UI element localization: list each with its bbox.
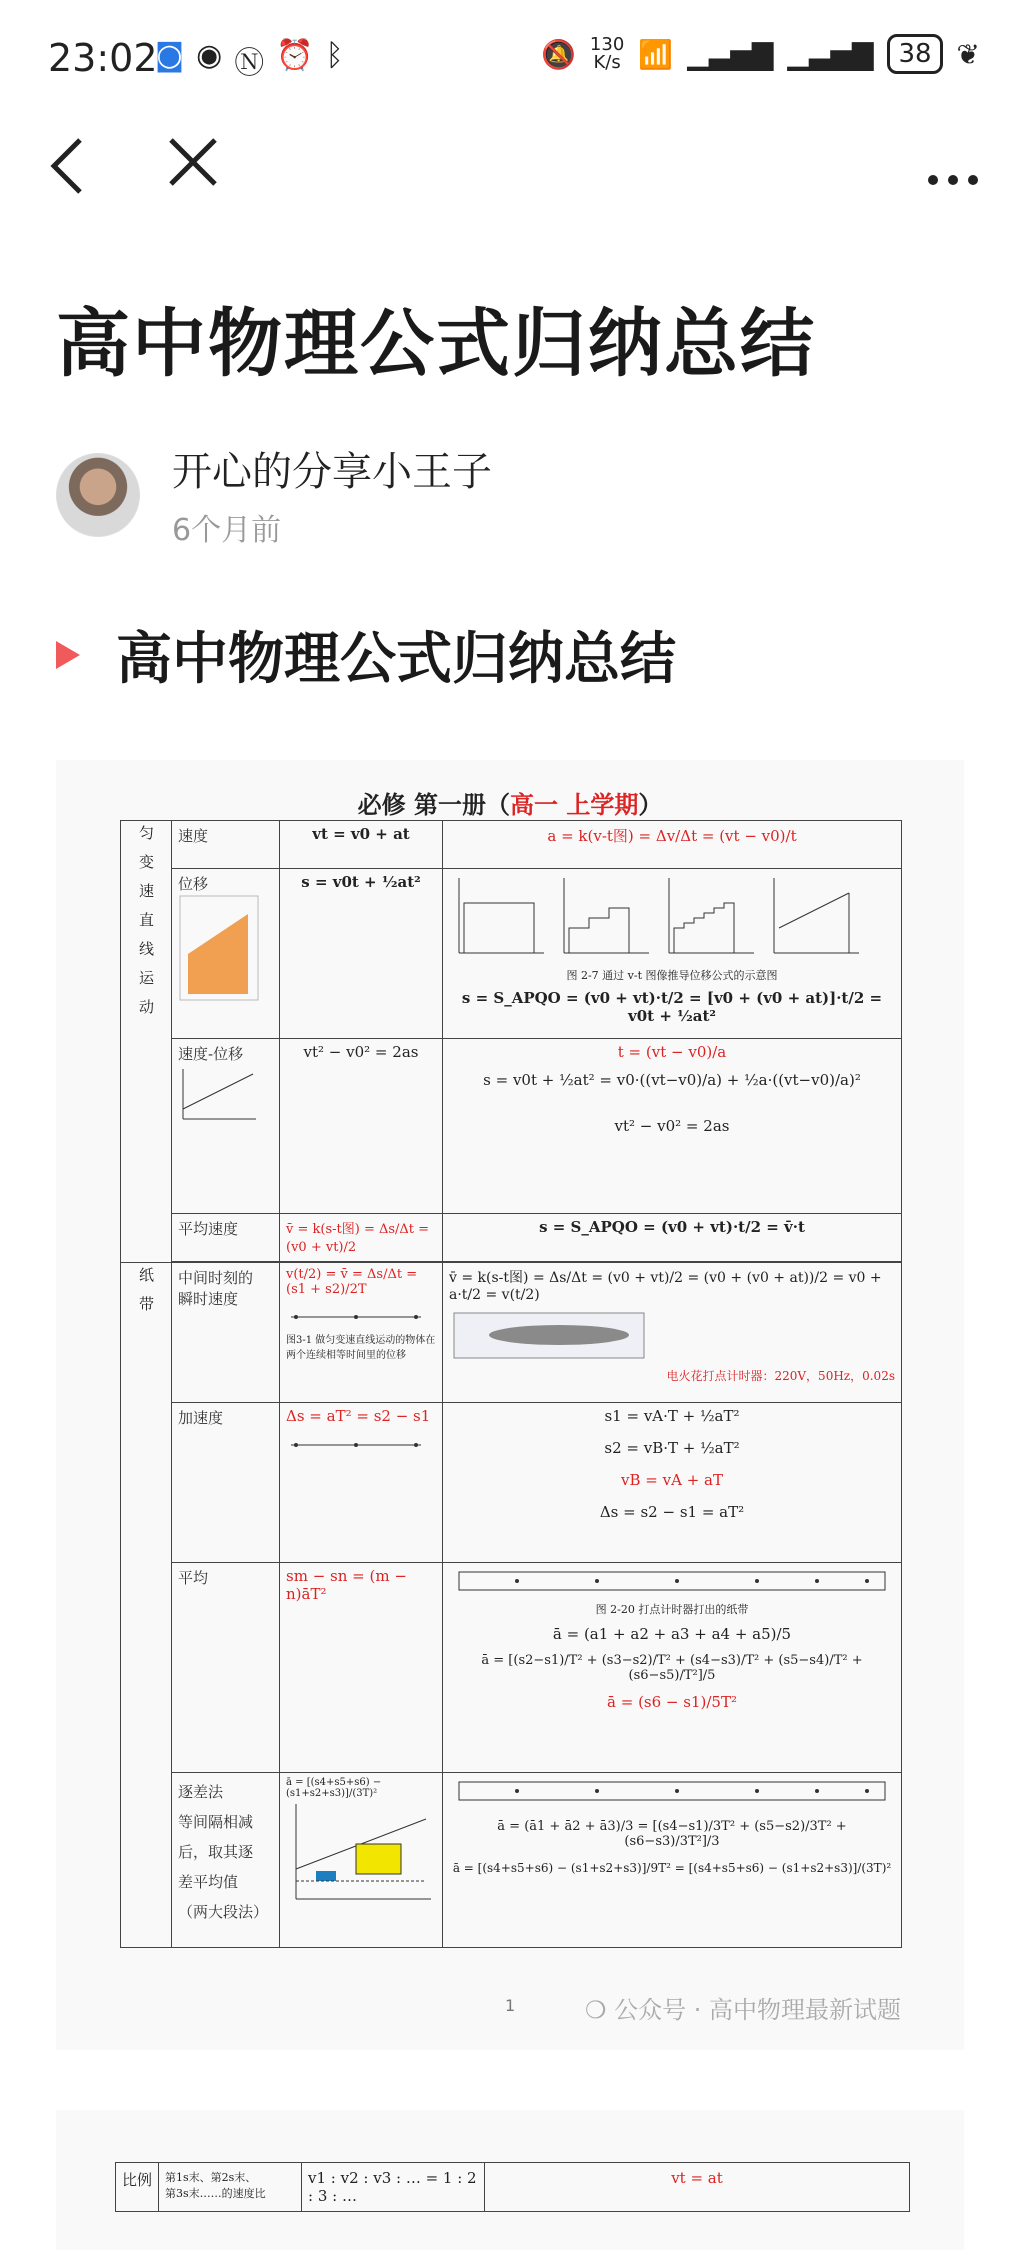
sheet-heading-prefix: 必修 第一册（ [357, 791, 510, 819]
section-heading-text: 高中物理公式归纳总结 [116, 627, 676, 692]
t-formula: t = (vt − v0)/a [617, 1043, 727, 1061]
wechat-icon: ❍ [585, 1996, 607, 2024]
sheet-heading [0, 785, 1020, 820]
avg-area-cell [443, 1214, 902, 1262]
back-button[interactable] [44, 134, 88, 208]
sheet-heading-term: 高一 上学期 [510, 791, 639, 819]
diff-formula-1: ā = (ā1 + ā2 + ā3)/3 = [(s4−s1)/3T² + (s5−s2)/3T² + (s6−s3)/3T²]/3 [497, 1819, 847, 1849]
diff-method-1: 逐差法 [178, 1783, 224, 1801]
timer-caption: 电火花打点计时器：220V，50Hz，0.02s [666, 1369, 895, 1383]
close-button[interactable] [165, 134, 221, 200]
avg-area-formula: s = S_APQO = (v0 + vt)·t/2 = v̄·t [539, 1218, 805, 1236]
area-graph-diagram [178, 894, 260, 1004]
speed-disp-formula-cell [280, 1039, 443, 1214]
network-speed [590, 36, 624, 72]
diff-derivation-cell [443, 1773, 902, 1948]
average-derivation-cell [443, 1563, 902, 1773]
diff-method-4: 差平均值 [178, 1873, 239, 1891]
alarm-icon: ⏰ [276, 38, 314, 73]
article-title: 高中物理公式归纳总结 [56, 301, 816, 387]
s-derivation: s = v0t + ½at² = v0·((vt−v0)/a) + ½a·((vt−v0)/a)² [483, 1071, 861, 1089]
tape-segment-diagram [286, 1297, 426, 1327]
watermark-text: 公众号 · 高中物理最新试题 [614, 1996, 902, 2024]
speed-disp-diagram [178, 1064, 260, 1124]
diff-method-cell [172, 1773, 280, 1948]
bluetooth-battery-icon: ᛒ [325, 38, 344, 73]
battery-indicator: 38 [887, 34, 942, 74]
table-row [121, 1263, 902, 1403]
speed-formula-cell [280, 821, 443, 869]
diff-small-formula: ā = [(s4+s5+s6) − (s1+s2+s3)]/(3T)² [286, 1777, 382, 1799]
ratio-desc-1: 第1s末、第2s末、 [165, 2171, 257, 2184]
displacement-formula-cell [280, 869, 443, 1039]
formula-table [120, 820, 902, 1948]
avg-a-1: ā = (a1 + a2 + a3 + a4 + a5)/5 [552, 1625, 792, 1643]
avg-a-3: ā = (s6 − s1)/5T² [607, 1693, 737, 1711]
sheet-heading-suffix: ） [638, 791, 663, 819]
table-row [121, 1039, 902, 1214]
vt-cell [485, 2163, 910, 2212]
formula-table-2 [115, 2162, 910, 2212]
tape-fig-caption: 图 2-20 打点计时器打出的纸带 [595, 1603, 749, 1616]
ratio-desc-cell [159, 2163, 302, 2212]
mid-time-label-1: 中间时刻的 [178, 1269, 254, 1287]
speed-disp-cell [172, 1039, 280, 1214]
table-row [116, 2163, 910, 2212]
accel-tape-cell [280, 1403, 443, 1563]
diff-formula-2: ā = [(s4+s5+s6) − (s1+s2+s3)]/9T² = [(s4+s5+s6) − (s1+s2+s3)]/(3T)² [452, 1861, 892, 1875]
table-row [121, 1773, 902, 1948]
status-time: 23:02 [48, 36, 158, 80]
paper-tape-text: 纸带 [137, 1267, 155, 1325]
mid-formula-right: v̄ = k(s-t图) = Δs/Δt = (v0 + vt)/2 = (v0 + (v0 + at))/2 = v0 + a·t/2 = v(t/2) [449, 1270, 882, 1303]
accel-delta: Δs = s2 − s1 = aT² [599, 1503, 745, 1521]
close-icon [165, 134, 221, 190]
diff-tape-diagram [457, 1777, 887, 1807]
ratio-formula: v1 : v2 : v3 : … = 1 : 2 : 3 : … [308, 2169, 477, 2205]
average-formula: sm − sn = (m − n)āT² [286, 1567, 407, 1603]
status-bar [0, 0, 1020, 120]
table-row [121, 869, 902, 1039]
avg-speed-cell [172, 1214, 280, 1262]
average-label: 平均 [178, 1569, 209, 1587]
more-horizontal-icon [925, 170, 981, 190]
vt-graph-sequence [449, 873, 869, 963]
network-speed-value: 130 [589, 34, 625, 55]
network-speed-unit: K/s [593, 52, 621, 73]
author-block[interactable] [56, 440, 492, 549]
mid-time-label-2: 瞬时速度 [178, 1290, 239, 1308]
speed-disp-formula: vt² − v0² = 2as [303, 1043, 419, 1061]
accel-formula: a = k(v-t图) = Δv/Δt = (vt − v0)/t [547, 827, 797, 845]
speed-disp-label: 速度-位移 [178, 1045, 244, 1063]
displacement-label: 位移 [178, 875, 209, 893]
mid-time-cell [172, 1263, 280, 1403]
section-heading [56, 615, 676, 695]
avg-formula: v̄ = k(s-t图) = Δs/Δt = (v0 + vt)/2 [286, 1222, 430, 1255]
avatar[interactable] [56, 453, 140, 537]
publish-time: 6个月前 [172, 513, 282, 548]
signal-icon-2: ▁▃▅▇ [787, 37, 874, 71]
displacement-derivation-cell [443, 869, 902, 1039]
author-meta [172, 440, 492, 549]
mid-formula: v(t/2) = v̄ = Δs/Δt = (s1 + s2)/2T [286, 1267, 418, 1297]
displacement-formula: s = v0t + ½at² [301, 873, 421, 891]
speed-disp-derivation-cell [443, 1039, 902, 1214]
author-name[interactable]: 开心的分享小王子 [172, 449, 492, 495]
sheet-page-number: 1 [505, 1996, 516, 2015]
average-cell [172, 1563, 280, 1773]
leaf-icon: ❦ [956, 37, 980, 71]
mid-derivation-cell [443, 1263, 902, 1403]
displacement-cell [172, 869, 280, 1039]
diff-method-5: （两大段法） [178, 1903, 269, 1921]
nfc-icon: Ⓝ [234, 46, 265, 81]
avg-formula-cell [280, 1214, 443, 1262]
watermark [585, 1990, 901, 2025]
mute-icon: 🔕 [541, 37, 576, 71]
ratio-desc-2: 第3s末……的速度比 [165, 2187, 266, 2200]
diff-vt-diagram [286, 1799, 436, 1909]
diff-method-2: 等间隔相减 [178, 1813, 254, 1831]
mid-formula-cell [280, 1263, 443, 1403]
accel-tape-diagram [286, 1425, 426, 1455]
figure-caption: 图 2-7 通过 v-t 图像推导位移公式的示意图 [566, 969, 778, 982]
displacement-area-formula [449, 989, 895, 1025]
table-row [121, 1214, 902, 1262]
ratio-label: 比例 [122, 2171, 153, 2189]
avg-a-2: ā = [(s2−s1)/T² + (s3−s2)/T² + (s4−s3)/T² + (s5−s4)/T² + (s6−s5)/T²]/5 [481, 1653, 863, 1683]
table-row [121, 1403, 902, 1563]
vt-formula: vt = at [671, 2169, 723, 2187]
speed-formula: vt = v0 + at [312, 825, 410, 843]
paper-tape-label [121, 1263, 172, 1948]
acceleration-cell [172, 1403, 280, 1563]
signal-icon-1: ▁▃▅▇ [687, 37, 774, 71]
chevron-left-icon [44, 134, 88, 198]
ratio-label-cell [116, 2163, 159, 2212]
diff-graph-cell [280, 1773, 443, 1948]
speed-cell [172, 821, 280, 869]
uniform-accel-label [121, 821, 172, 1263]
uniform-accel-text: 匀变速直线运动 [137, 825, 155, 1028]
tape-caption: 图3-1 做匀变速直线运动的物体在两个连续相等时间里的位移 [286, 1335, 436, 1361]
accel-s2: s2 = vB·T + ½aT² [604, 1439, 740, 1457]
ratio-formula-cell [302, 2163, 485, 2212]
play-triangle-icon [56, 641, 80, 669]
acceleration-label: 加速度 [178, 1409, 224, 1427]
diff-method-3: 后，取其逐 [178, 1843, 254, 1861]
table-row [121, 821, 902, 869]
app-notification-icon: ◙ [155, 38, 185, 73]
accel-tape-formula: Δs = aT² = s2 − s1 [286, 1407, 431, 1425]
spark-timer-diagram [449, 1303, 649, 1363]
average-formula-cell [280, 1563, 443, 1773]
more-button[interactable] [925, 140, 981, 200]
avg-speed-label: 平均速度 [178, 1220, 239, 1238]
table-row [121, 1563, 902, 1773]
vt-result: vt² − v0² = 2as [614, 1117, 730, 1135]
speed-label: 速度 [178, 827, 209, 845]
status-left-icons [155, 38, 344, 82]
displacement-area-formula-text: s = S_APQO = (v0 + vt)·t/2 = [v0 + (v0 + at)]·t/2 = v0t + ½at² [461, 989, 883, 1025]
tape-dots-diagram [457, 1567, 887, 1597]
status-right-icons [541, 34, 980, 74]
eye-icon: ◉ [196, 38, 223, 73]
top-nav [0, 120, 1020, 210]
accel-vb: vB = vA + aT [621, 1471, 723, 1489]
accel-s1: s1 = vA·T + ½aT² [604, 1407, 740, 1425]
accel-derivation-cell [443, 1403, 902, 1563]
wifi-icon: 📶 [638, 37, 674, 71]
accel-def-cell [443, 821, 902, 869]
